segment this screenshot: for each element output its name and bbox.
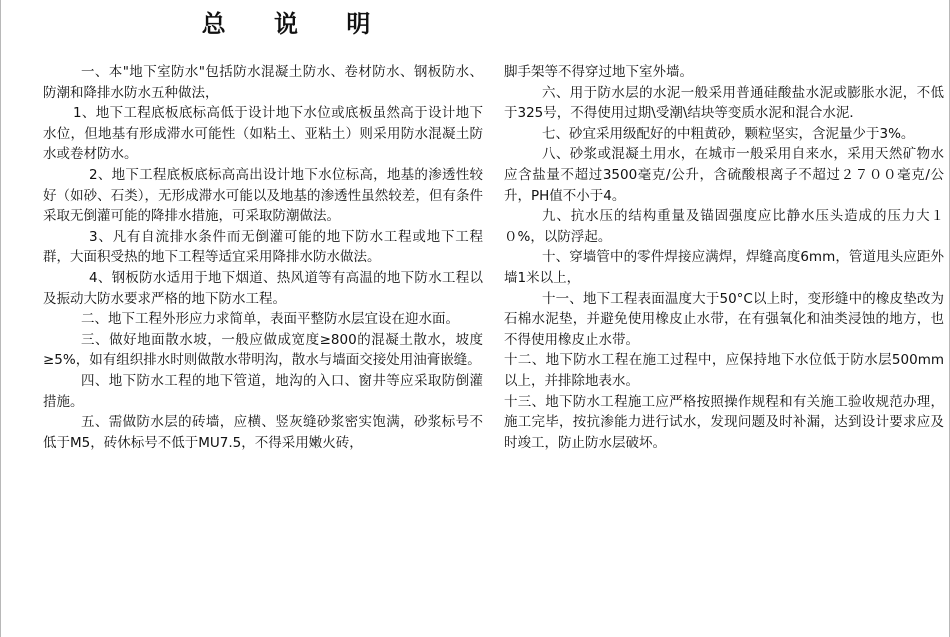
- paragraph-3: 三、做好地面散水坡，一般应做成宽度≥800的混凝土散水，坡度≥5%，如有组织排水时则做散水带明沟，散水与墙面交接处用油膏嵌缝。: [43, 331, 483, 369]
- paragraph-9: 九、抗水压的结构重量及锚固强度应比静水压头造成的压力大１０%，以防浮起。: [504, 208, 944, 245]
- paragraph-1-item-1: 1、地下工程底板底标高低于设计地下水位或底板虽然高于设计地下水位，但地基有形成滞水可能性（如粘土、亚粘土）则采用防水混凝土防水或卷材防水。: [43, 105, 483, 163]
- paragraph-6: 六、用于防水层的水泥一般采用普通硅酸盐水泥或膨胀水泥，不低于325号，不得使用过期\受潮\结块等变质水泥和混合水泥．: [504, 84, 944, 122]
- paragraph-1: 一、本"地下室防水"包括防水混凝土防水、卷材防水、钢板防水、防潮和降排水防水五种做法，: [43, 64, 483, 101]
- left-column: [43, 62, 483, 453]
- paragraph-10: 十、穿墙管中的零件焊接应满焊，焊缝高度6mm，管道甩头应距外墙1米以上，: [504, 249, 944, 286]
- paragraph-11: 十一、地下工程表面温度大于50°C以上时，变形缝中的橡皮垫改为石棉水泥垫，并避免使用橡皮止水带，在有强氧化和油类浸蚀的地方，也不得使用橡皮止水带。: [504, 290, 944, 348]
- paragraph-1-item-3: 3、凡有自流排水条件而无倒灌可能的地下防水工程或地下工程群，大面积受热的地下工程等适宜采用降排水防水做法。: [43, 228, 483, 266]
- paragraph-5: 五、需做防水层的砖墙，应横、竖灰缝砂浆密实饱满，砂浆标号不低于M5，砖休标号不低于MU7.5，不得采用嫩火砖，: [43, 414, 483, 451]
- right-column: [504, 62, 944, 453]
- paragraph-12: 十二、地下防水工程在施工过程中，应保持地下水位低于防水层500mm以上，并排除地表水。: [504, 352, 944, 389]
- paragraph-1-item-4: 4、钢板防水适用于地下烟道、热风道等有高温的地下防水工程以及振动大防水要求严格的地下防水工程。: [43, 269, 483, 307]
- paragraph-4: 四、地下防水工程的地下管道，地沟的入口、窗井等应采取防倒灌措施。: [43, 372, 483, 410]
- paragraph-7: 七、砂宜采用级配好的中粗黄砂，颗粒坚实，含泥量少于3%。: [542, 125, 915, 142]
- page-title: 总 说 明: [201, 10, 391, 38]
- paragraph-5-continued: 脚手架等不得穿过地下室外墙。: [504, 64, 693, 80]
- paragraph-2: 二、地下工程外形应力求简单，表面平整防水层宜设在迎水面。: [81, 311, 459, 328]
- paragraph-13: 十三、地下防水工程施工应严格按照操作规程和有关施工验收规范办理，施工完毕，按抗渗能力进行试水，发现问题及时补漏，达到设计要求应及时竣工，防止防水层破坏。: [504, 393, 944, 451]
- paragraph-1-item-2: 2、地下工程底板底标高高出设计地下水位标高，地基的渗透性较好（如砂、石类），无形成滞水可能以及地基的渗透性虽然较差，但有条件采取无倒灌可能的降排水措施，可采取防潮做法。: [43, 166, 483, 225]
- paragraph-8: 八、砂浆或混凝土用水，在城市一般采用自来水，采用天然矿物水应含盐量不超过3500毫克/公升，含硫酸根离子不超过２７００毫克/公升，PH值不小于4。: [504, 146, 944, 204]
